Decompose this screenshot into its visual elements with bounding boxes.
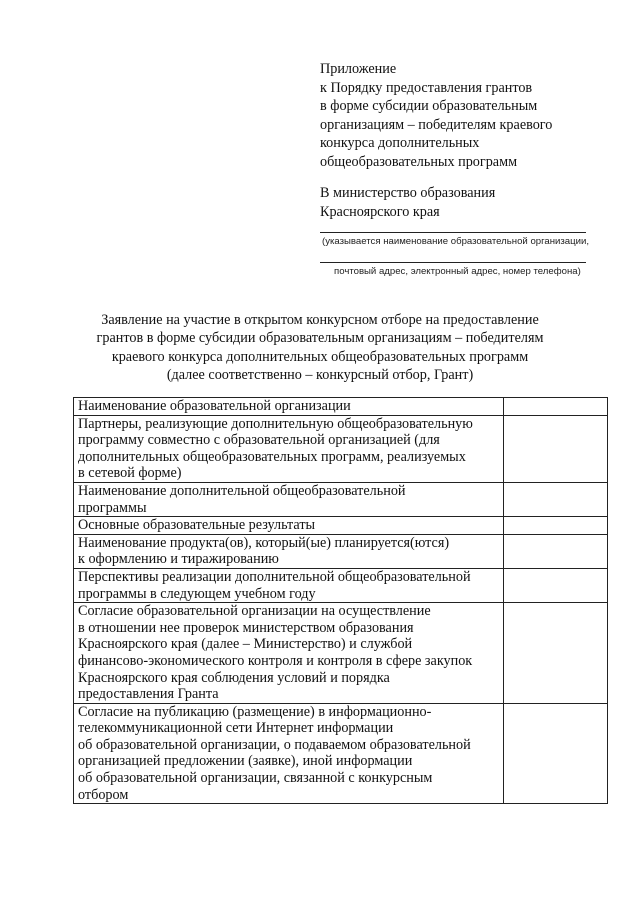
row-label-line: Согласие на публикацию (размещение) в информационно- bbox=[78, 703, 432, 720]
row-label-line: финансово-экономического контроля и контроля в сфере закупок bbox=[78, 652, 473, 669]
org-name-note: (указывается наименование образовательной организации, bbox=[322, 236, 590, 247]
row-value-cell[interactable] bbox=[504, 415, 608, 482]
row-label-line: Наименование дополнительной общеобразовательной bbox=[78, 482, 406, 499]
title-line: краевого конкурса дополнительных общеобразовательных программ bbox=[111, 348, 529, 365]
table-row bbox=[74, 568, 608, 602]
appendix-line: к Порядку предоставления грантов bbox=[320, 79, 533, 96]
row-label bbox=[74, 703, 504, 804]
table-row bbox=[74, 398, 608, 416]
table-row bbox=[74, 415, 608, 482]
row-label bbox=[74, 603, 504, 704]
row-label-line: Красноярского края (далее – Министерство) и службой bbox=[78, 636, 413, 653]
row-label-line: к оформлению и тиражированию bbox=[78, 551, 279, 568]
contacts-note: почтовый адрес, электронный адрес, номер телефона) bbox=[334, 266, 581, 277]
row-label-line: программы в следующем учебном году bbox=[78, 585, 316, 602]
row-label-line: Согласие образовательной организации на осуществление bbox=[78, 603, 431, 620]
row-label-line: Красноярского края соблюдения условий и порядка bbox=[78, 669, 390, 686]
application-title bbox=[60, 311, 580, 385]
row-label-line: Наименование образовательной организации bbox=[78, 398, 351, 414]
row-label-line: отбором bbox=[78, 786, 129, 803]
row-value-cell[interactable] bbox=[504, 703, 608, 804]
row-value-cell[interactable] bbox=[504, 517, 608, 535]
row-label bbox=[74, 415, 504, 482]
appendix-line: в форме субсидии образовательным bbox=[320, 98, 538, 115]
table-row bbox=[74, 603, 608, 704]
row-label-line: Основные образовательные результаты bbox=[78, 517, 316, 534]
recipient-line: В министерство образования bbox=[320, 185, 496, 201]
row-label bbox=[74, 482, 504, 516]
org-name-fill-line bbox=[320, 232, 586, 233]
appendix-line: Приложение bbox=[320, 61, 397, 77]
appendix-line: организациям – победителям краевого bbox=[320, 116, 553, 133]
row-label-line: об образовательной организации, связанной с конкурсным bbox=[78, 770, 433, 787]
appendix-header bbox=[320, 60, 610, 172]
row-value-cell[interactable] bbox=[504, 568, 608, 602]
appendix-line: конкурса дополнительных bbox=[320, 135, 480, 152]
table-row bbox=[74, 534, 608, 568]
row-label-line: в отношении нее проверок министерством образования bbox=[78, 619, 414, 636]
row-label bbox=[74, 398, 504, 416]
row-label-line: Наименование продукта(ов), который(ые) планируется(ются) bbox=[78, 534, 450, 551]
row-label-line: программы bbox=[78, 499, 147, 516]
row-label-line: дополнительных общеобразовательных программ, реализуемых bbox=[78, 448, 466, 465]
title-line: грантов в форме субсидии образовательным организациям – победителям bbox=[96, 330, 544, 347]
row-label bbox=[74, 517, 504, 535]
row-label-line: предоставления Гранта bbox=[78, 686, 219, 703]
appendix-line: общеобразовательных программ bbox=[320, 153, 518, 170]
recipient-line: Красноярского края bbox=[320, 203, 440, 220]
row-label-line: телекоммуникационной сети Интернет информации bbox=[78, 720, 394, 737]
application-form-table bbox=[73, 397, 608, 804]
row-value-cell[interactable] bbox=[504, 398, 608, 416]
row-label-line: в сетевой форме) bbox=[78, 465, 182, 482]
row-label-line: организацией предложении (заявке), иной информации bbox=[78, 753, 413, 770]
table-row bbox=[74, 482, 608, 516]
recipient-block bbox=[320, 184, 610, 221]
table-row bbox=[74, 517, 608, 535]
row-value-cell[interactable] bbox=[504, 534, 608, 568]
row-label bbox=[74, 534, 504, 568]
row-label-line: программу совместно с образовательной организацией (для bbox=[78, 432, 440, 449]
title-line: (далее соответственно – конкурсный отбор, Грант) bbox=[166, 367, 474, 384]
contacts-fill-line bbox=[320, 262, 586, 263]
row-label-line: Партнеры, реализующие дополнительную общеобразовательную bbox=[78, 415, 473, 432]
row-label-line: об образовательной организации, о подаваемом образовательной bbox=[78, 736, 471, 753]
row-label-line: Перспективы реализации дополнительной общеобразовательной bbox=[78, 568, 471, 585]
row-label bbox=[74, 568, 504, 602]
row-value-cell[interactable] bbox=[504, 482, 608, 516]
row-value-cell[interactable] bbox=[504, 603, 608, 704]
table-row bbox=[74, 703, 608, 804]
title-line: Заявление на участие в открытом конкурсном отборе на предоставление bbox=[101, 312, 539, 328]
